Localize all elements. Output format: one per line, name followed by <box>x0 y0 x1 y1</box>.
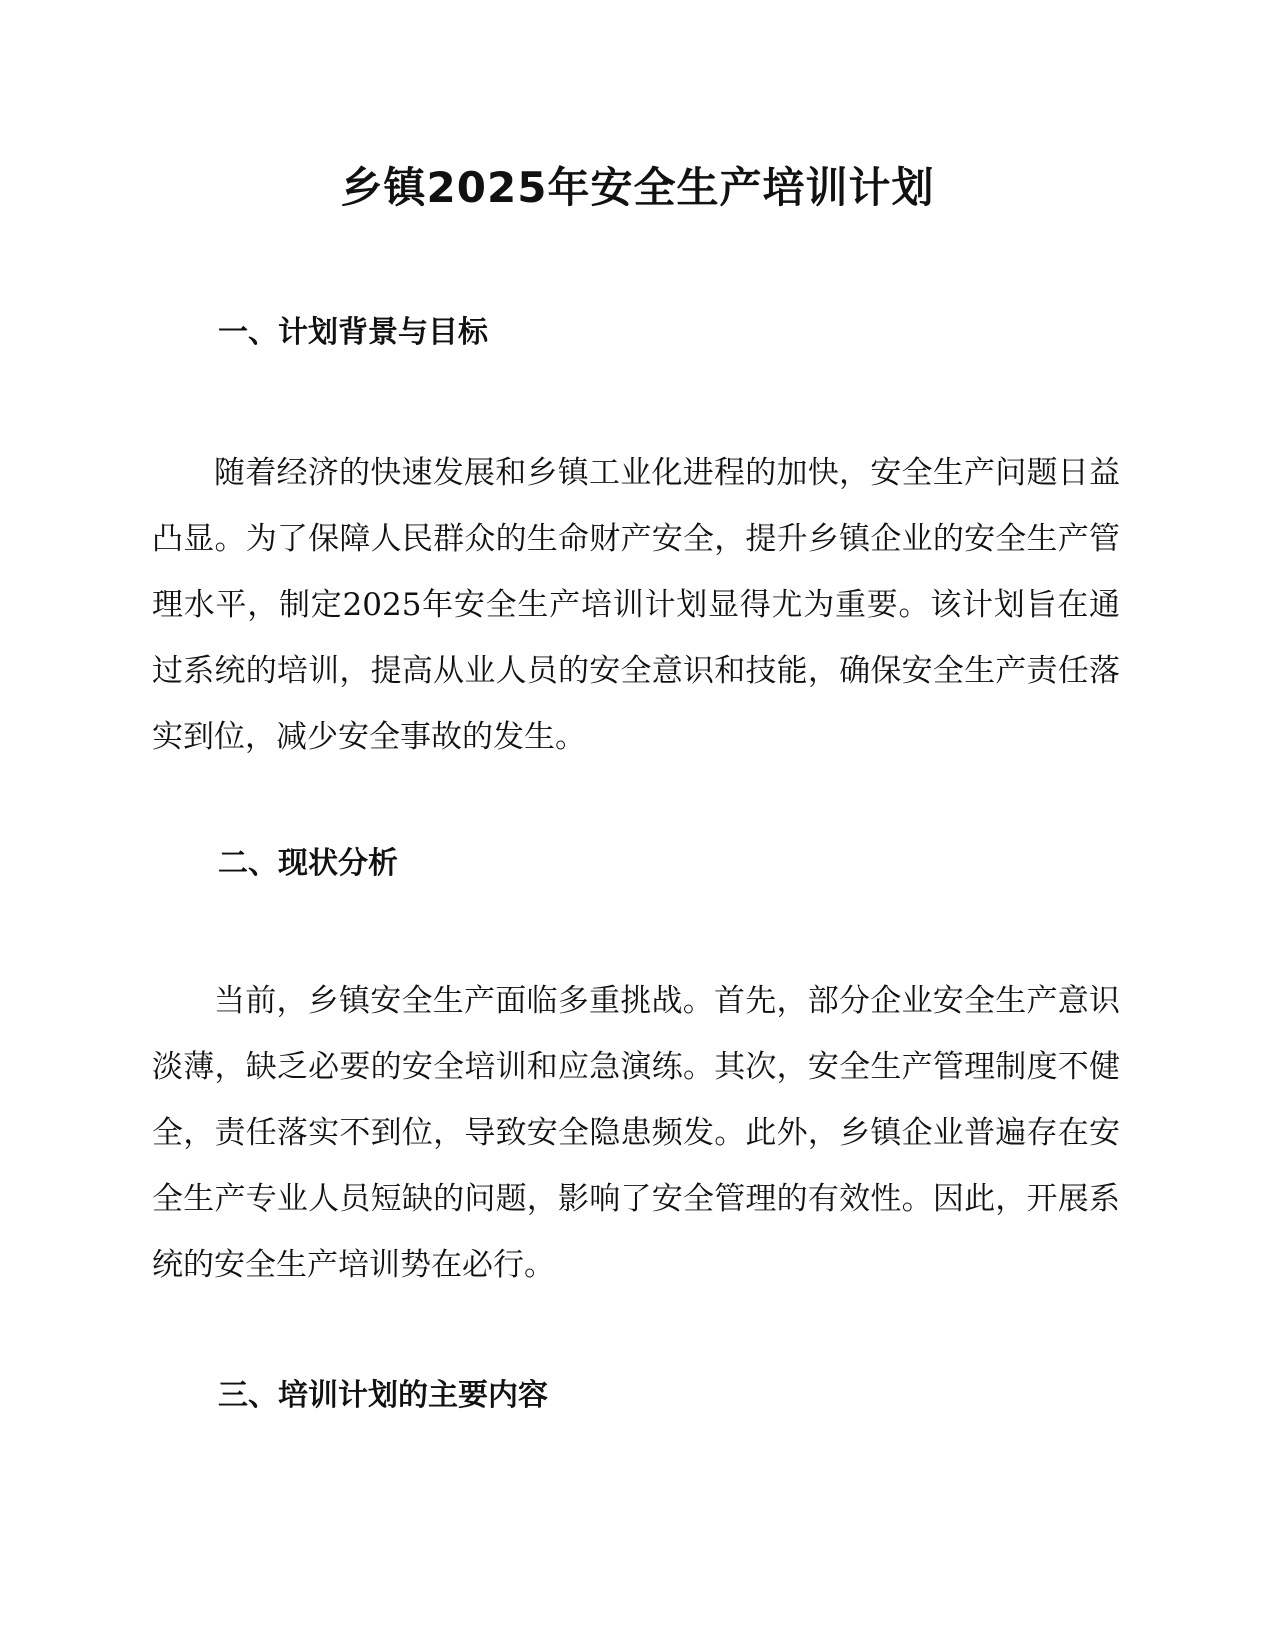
section-heading-status-analysis: 二、现状分析 <box>218 846 398 881</box>
document-title: 乡镇2025年安全生产培训计划 <box>340 163 935 212</box>
section-paragraph-status-analysis: 当前，乡镇安全生产面临多重挑战。首先，部分企业安全生产意识淡薄，缺乏必要的安全培训和应急演练。其次，安全生产管理制度不健全，责任落实不到位，导致安全隐患频发。此外，乡镇企业普遍存在安全生产专业人员短缺的问题，影响了安全管理的有效性。因此，开展系统的安全生产培训势在必行。 <box>152 983 1120 1283</box>
section-heading-background-goals: 一、计划背景与目标 <box>218 315 488 350</box>
section-paragraph-background-goals: 随着经济的快速发展和乡镇工业化进程的加快，安全生产问题日益凸显。为了保障人民群众的生命财产安全，提升乡镇企业的安全生产管理水平，制定2025年安全生产培训计划显得尤为重要。该计划旨在通过系统的培训，提高从业人员的安全意识和技能，确保安全生产责任落实到位，减少安全事故的发生。 <box>152 455 1120 755</box>
section-heading-training-content: 三、培训计划的主要内容 <box>218 1378 548 1413</box>
